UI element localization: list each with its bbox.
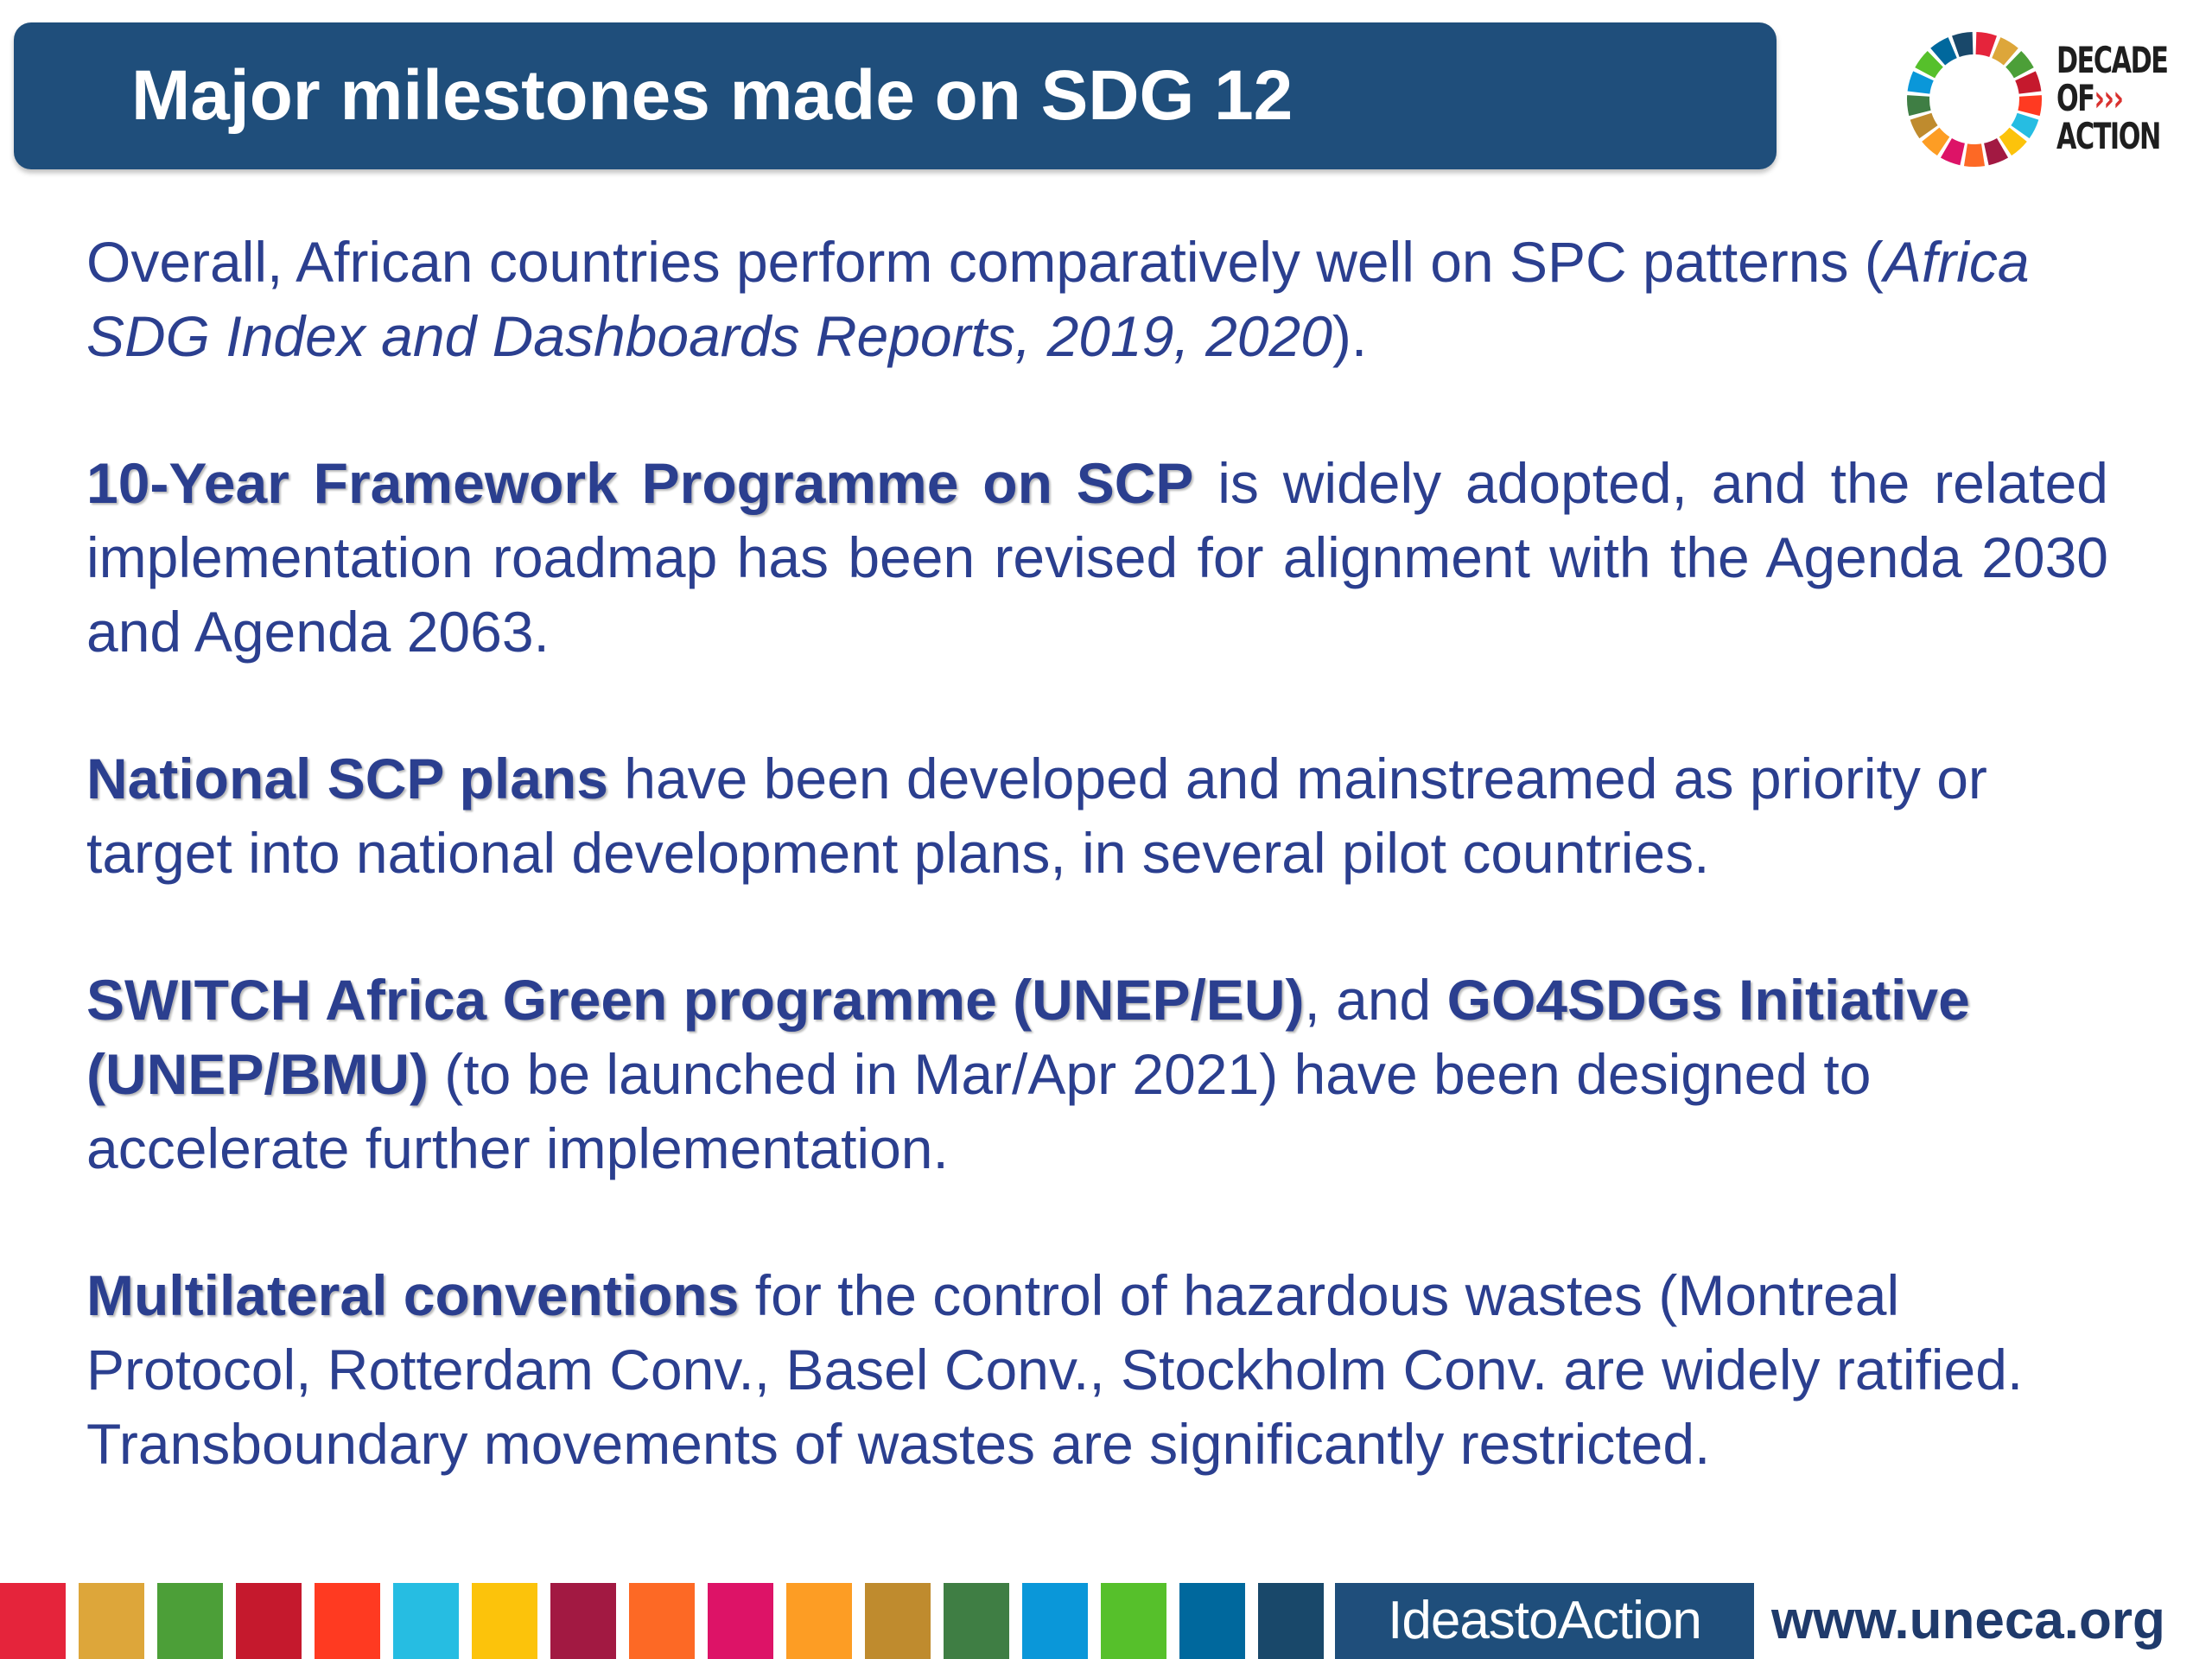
paragraph-multilateral <box>86 1258 2108 1481</box>
paragraph-10yfp <box>86 446 2108 669</box>
p1-end: ). <box>1332 304 1368 368</box>
p5-bold: Multilateral conventions <box>86 1263 740 1327</box>
sdg-color-square <box>1179 1583 1245 1659</box>
sdg-color-square <box>1101 1583 1166 1659</box>
title-bar <box>14 22 1777 169</box>
p1-italic-citation: Africa SDG Index and Dashboards Reports, 2019, 2020 <box>86 230 2030 368</box>
sdg-color-square <box>393 1583 459 1659</box>
sdg-color-square <box>79 1583 144 1659</box>
p2-bold: 10-Year Framework Programme on SCP <box>86 451 1194 515</box>
paragraph-national-scp <box>86 741 2108 890</box>
ideas-to-action-banner: IdeastoAction <box>1335 1583 1754 1659</box>
logo-line-decade: DECADE <box>2056 39 2168 81</box>
p4-text-2: (to be launched in Mar/Apr 2021) have been designed to accelerate further implementation. <box>86 1042 1872 1180</box>
paragraph-switch-africa <box>86 963 2108 1185</box>
sdg-color-square <box>157 1583 223 1659</box>
sdg-color-square <box>550 1583 616 1659</box>
slide-title: Major milestones made on SDG 12 <box>131 56 1294 135</box>
sdg-color-square <box>786 1583 852 1659</box>
sdg-color-square <box>1258 1583 1324 1659</box>
paragraph-overall <box>86 225 2108 373</box>
p3-text: have been developed and mainstreamed as priority or target into national development plans, in several pilot countries. <box>86 747 1987 885</box>
wheel-segment <box>1976 32 1997 57</box>
wheel-segment <box>2018 95 2042 116</box>
logo-line-of <box>2056 79 2167 118</box>
p4-text-1: , and <box>1304 968 1447 1032</box>
logo-line-action: ACTION <box>2056 115 2160 157</box>
sdg-color-square <box>472 1583 537 1659</box>
logo-of-text: OF <box>2056 77 2094 119</box>
wheel-segment <box>1952 32 1973 57</box>
sdg-wheel-icon <box>1901 26 2048 173</box>
sdg-color-strip <box>0 1583 1337 1659</box>
wheel-segment <box>1964 143 1985 167</box>
p3-bold: National SCP plans <box>86 747 608 810</box>
sdg-color-square <box>0 1583 66 1659</box>
website-url: www.uneca.org <box>1771 1591 2165 1650</box>
sdg-color-square <box>315 1583 380 1659</box>
p2-text: is widely adopted, and the related implementation roadmap has been revised for alignment with the Agenda 2030 and Agenda 2063. <box>86 451 2109 664</box>
p4-bold-2: GO4SDGs Initiative (UNEP/BMU) <box>86 968 1970 1106</box>
sdg-color-square <box>236 1583 302 1659</box>
sdg-color-square <box>865 1583 931 1659</box>
logo-arrows-icon: ››› <box>2094 77 2123 119</box>
sdg-color-square <box>1022 1583 1088 1659</box>
p1-text: Overall, African countries perform comparatively well on SPC patterns ( <box>86 230 1884 294</box>
sdg-color-square <box>708 1583 773 1659</box>
wheel-segment <box>1907 95 1931 116</box>
slide-body <box>86 225 2108 1554</box>
p4-bold-1: SWITCH Africa Green programme (UNEP/EU) <box>86 968 1305 1032</box>
sdg-color-square <box>629 1583 695 1659</box>
sdg-color-square <box>944 1583 1009 1659</box>
logo-wordmark <box>2056 41 2167 156</box>
decade-of-action-logo <box>1901 26 2195 173</box>
p5-text: for the control of hazardous wastes (Montreal Protocol, Rotterdam Conv., Basel Conv., Stockholm Conv. are widely ratified. Transboundary movements of wastes are significantly restricted. <box>86 1263 2024 1476</box>
